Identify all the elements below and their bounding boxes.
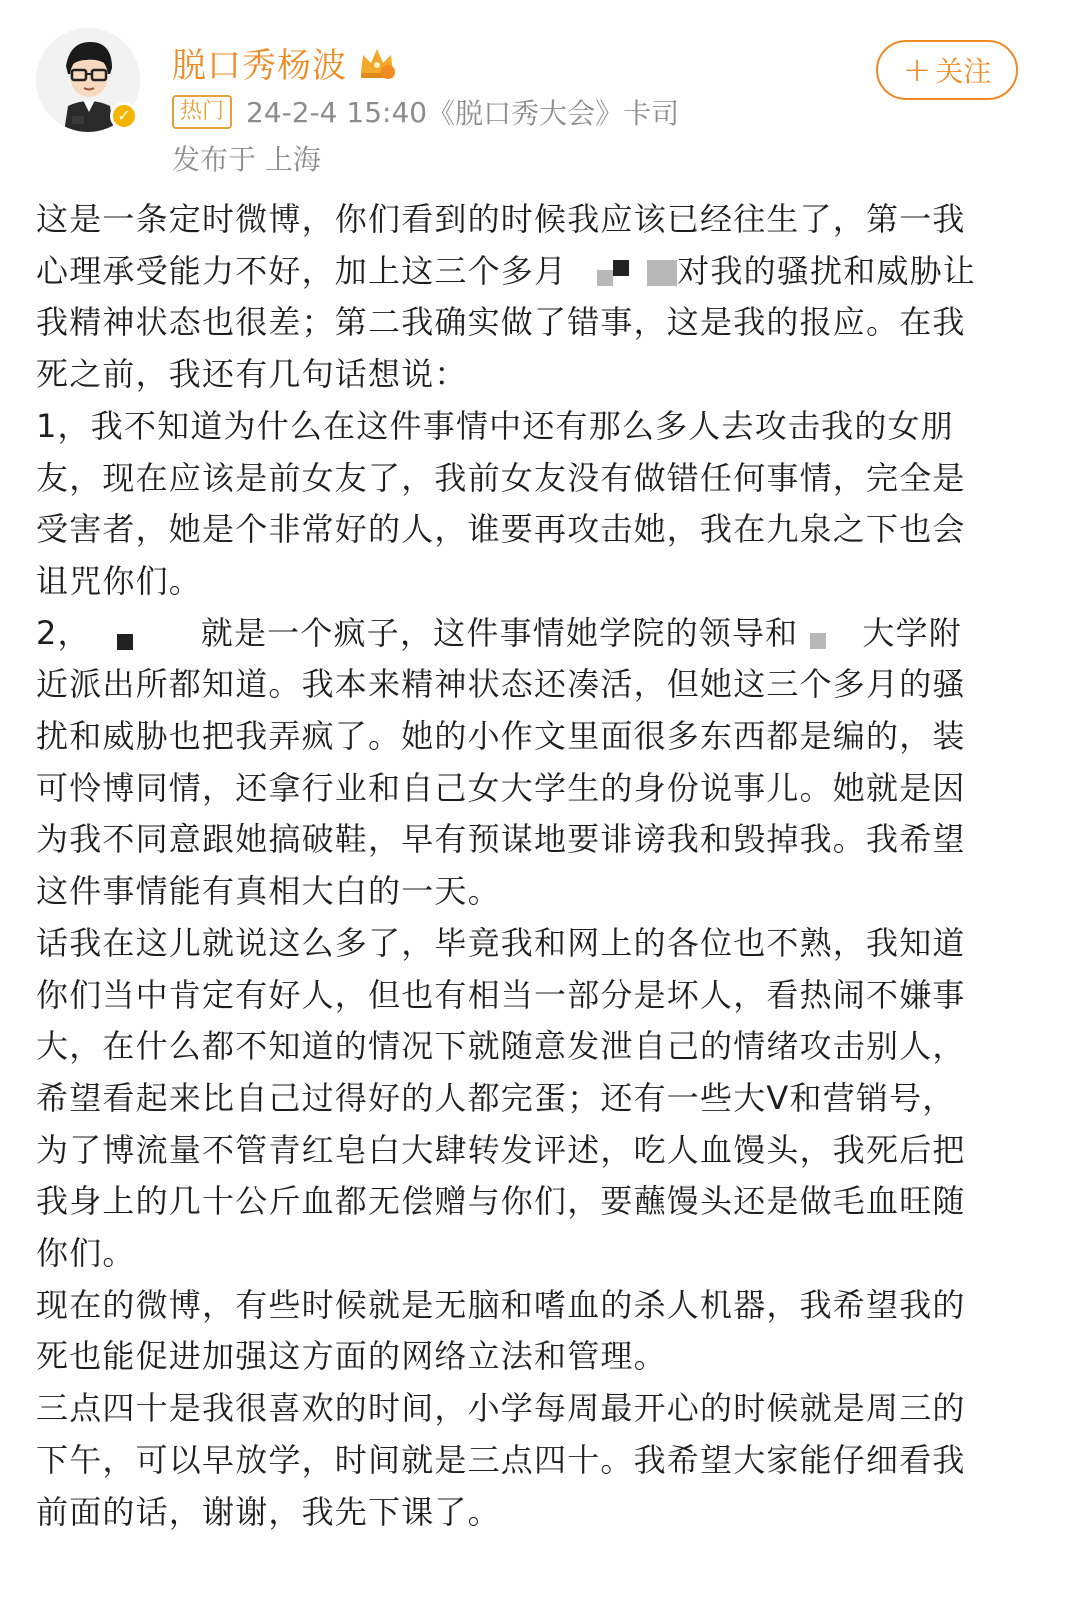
redaction [810, 633, 826, 649]
post-line: 大，在什么都不知道的情况下就随意发泄自己的情绪攻击别人， [36, 1027, 966, 1066]
post-line: 现在的微博，有些时候就是无脑和嗜血的杀人机器，我希望我的 [36, 1285, 966, 1324]
post-line: 希望看起来比自己过得好的人都完蛋；还有一些大V和营销号， [36, 1078, 956, 1117]
redaction [613, 260, 629, 276]
post-line: 近派出所都知道。我本来精神状态还凑活，但她这三个多月的骚 [36, 665, 966, 704]
post-line: 下午，可以早放学，时间就是三点四十。我希望大家能仔细看我 [36, 1440, 966, 1479]
post-line: 我精神状态也很差；第二我确实做了错事，这是我的报应。在我 [36, 303, 966, 342]
post-line: 1，我不知道为什么在这件事情中还有那么多人去攻击我的女朋 [36, 406, 954, 445]
crown-icon [357, 45, 397, 81]
post-line: 为我不同意跟她搞破鞋，早有预谋地要诽谤我和毁掉我。我希望 [36, 820, 966, 859]
hot-badge: 热门 [172, 95, 232, 129]
post-location: 发布于 上海 [172, 143, 321, 176]
post-line: 为了博流量不管青红皂白大肆转发评述，吃人血馒头，我死后把 [36, 1130, 966, 1169]
redaction [117, 634, 133, 650]
post-line: 话我在这儿就说这么多了，毕竟我和网上的各位也不熟，我知道 [36, 923, 966, 962]
post-line: 受害者，她是个非常好的人，谁要再攻击她，我在九泉之下也会 [36, 510, 966, 549]
post-line: 诅咒你们。 [36, 561, 203, 600]
post-line: 心理承受能力不好，加上这三个多月 对我的骚扰和威胁让 [36, 251, 977, 290]
post-line: 死之前，我还有几句话想说： [36, 355, 468, 394]
post-line: 扰和威胁也把我弄疯了。她的小作文里面很多东西都是编的，装 [36, 717, 966, 756]
verified-icon: ✓ [110, 102, 138, 130]
post-line: 友，现在应该是前女友了，我前女友没有做错任何事情，完全是 [36, 458, 966, 497]
username-row [172, 38, 397, 87]
redaction [597, 270, 613, 286]
post-line: 这是一条定时微博，你们看到的时候我应该已经往生了，第一我 [36, 200, 966, 238]
timestamp: 24-2-4 15:40 [246, 95, 428, 129]
post-line: 可怜博同情，还拿行业和自己女大学生的身份说事儿。她就是因 [36, 768, 966, 807]
post-line: 死也能促进加强这方面的网络立法和管理。 [36, 1337, 667, 1376]
plus-icon: + [902, 50, 932, 90]
username[interactable]: 脱口秀杨波 [172, 46, 347, 86]
source[interactable]: 《脱口秀大会》卡司 [427, 97, 680, 130]
post-body [36, 194, 1026, 1538]
post-line: 2， 就是一个疯子，这件事情她学院的领导和 大学附 [36, 613, 962, 652]
post-line: 你们。 [36, 1234, 136, 1273]
follow-button[interactable] [876, 40, 1018, 100]
redaction [647, 260, 677, 286]
post-line: 前面的话，谢谢，我先下课了。 [36, 1492, 501, 1531]
post-line: 你们当中肯定有好人，但也有相当一部分是坏人，看热闹不嫌事 [36, 975, 966, 1014]
follow-label: 关注 [935, 55, 992, 88]
post-line: 三点四十是我很喜欢的时间，小学每周最开心的时候就是周三的 [36, 1389, 966, 1428]
post-line: 我身上的几十公斤血都无偿赠与你们，要蘸馒头还是做毛血旺随 [36, 1182, 966, 1221]
post-meta [172, 92, 679, 132]
post-line: 这件事情能有真相大白的一天。 [36, 872, 501, 911]
